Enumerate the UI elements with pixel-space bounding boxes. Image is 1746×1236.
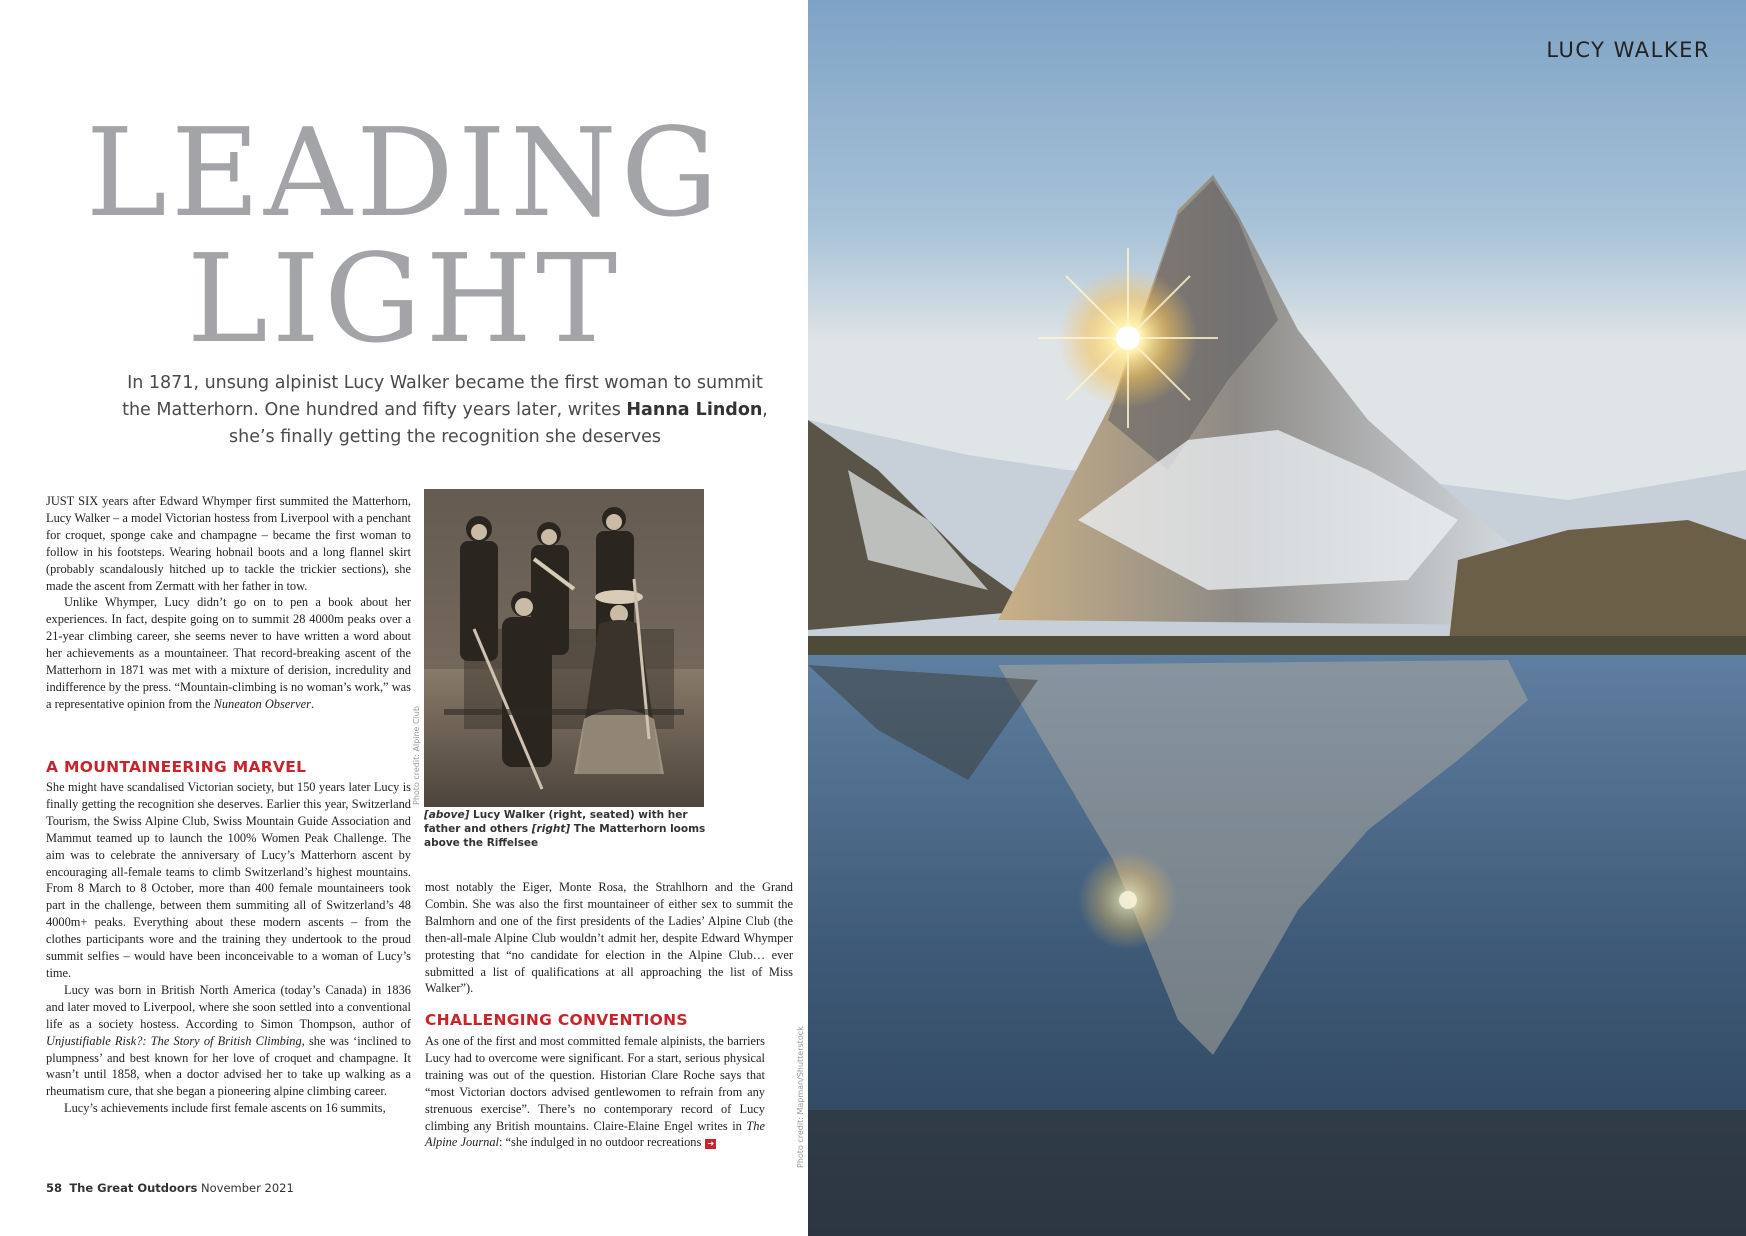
body-paragraph-2-text: Unlike Whymper, Lucy didn’t go on to pen a book about her experiences. In fact, despite going on to summit 28 4000m peaks over a 21-year climbing career, she seems never to have written a word about her achievements as a mountaineer. That record-breaking ascent of the Matterhorn in 1871 was met with a mixture of derision, incredulity and indifference by the press. “Mountain-climbing is no woman’s work,” was a representative opinion from the (46, 595, 411, 711)
body-paragraph-7-text-a: As one of the first and most committed female alpinists, the barriers Lucy had to overcome were significant. For a start, serious physical training was out of the question. Historian Clare Roche says that “most Victorian doctors advised gentlewomen to refrain from any strenuous exercise”. There’s no contemporary record of Lucy climbing any British mountains. Claire-Elaine Engel writes in (425, 1034, 765, 1133)
page-number: 58 (46, 1181, 63, 1195)
caption-tag-above: [above] (424, 809, 470, 821)
historic-photo-lucy-walker (424, 489, 704, 807)
continue-arrow-icon: ➜ (705, 1139, 716, 1149)
caption-text-2: The Matterhorn looms above the Riffelsee (424, 823, 706, 849)
body-paragraph-5: Lucy’s achievements include first female ascents on 16 summits, (64, 1101, 386, 1116)
body-paragraph-3: She might have scandalised Victorian society, but 150 years later Lucy is finally getting the recognition she deserves. Earlier this year, Switzerland Tourism, the Swiss Alpine Club, Swiss Mountain Guide Association and Mammut teamed up to launch the 100% Women Peak Challenge. The aim was to celebrate the anniversary of Lucy’s Matterhorn ascent by encouraging all-female teams to climb Switzerland’s highest mountains. From 8 March to 8 October, more than 400 female mountaineers took part in the challenge, between them summiting all of Switzerland’s 48 4000m+ peaks. Everything about these modern ascents – from the clothes participants wore and the training they undertook to the proud summit selfies – would have been inconceivable to a woman of Lucy’s time. (46, 780, 411, 980)
headline-line-2: LIGHT (186, 228, 622, 370)
body-paragraph-4-text-b: , she was ‘inclined to plumpness’ and best known for her love of croquet and champagne. It wasn’t until 1858, when a doctor advised her to take up walking as a rheumatism cure, that she began a pioneering alpine climbing career. (46, 1033, 411, 1099)
body-column-2-bottom (425, 1033, 765, 1151)
headline-line-1: LEADING (85, 102, 723, 244)
matterhorn-riffelsee-image (808, 0, 1746, 1236)
body-column-2-top (425, 879, 793, 997)
caption-text-1: Lucy Walker (right, seated) with her father and others (424, 809, 688, 835)
author-name: Hanna Lindon (626, 400, 763, 420)
subheading-mountaineering-marvel: A MOUNTAINEERING MARVEL (46, 758, 307, 776)
photo-caption (424, 808, 724, 850)
body-paragraph-2-end: . (310, 696, 315, 711)
book-title: Unjustifiable Risk?: The Story of British Climbing (46, 1033, 302, 1048)
historic-photo-drawing (424, 489, 704, 807)
matterhorn-photo (808, 0, 1746, 1236)
left-page (0, 0, 808, 1236)
standfirst-text-1: In 1871, unsung alpinist Lucy Walker became the first woman to summit the Matterhorn. One hundred and fifty years later, writes (122, 373, 763, 420)
body-paragraph-7-text-b: : “she indulged in no outdoor recreations (499, 1135, 702, 1150)
body-paragraph-2 (46, 594, 411, 712)
body-paragraph-4 (46, 982, 411, 1100)
page-footer (46, 1181, 294, 1195)
body-column-1-bottom (46, 779, 411, 1117)
magazine-name: The Great Outdoors (69, 1181, 198, 1195)
body-paragraph-4-text-a: Lucy was born in British North America (today’s Canada) in 1836 and later moved to Liverpool, where she soon settled into a conventional life as a society hostess. According to Simon Thompson, author of (46, 982, 411, 1031)
subheading-challenging-conventions: CHALLENGING CONVENTIONS (425, 1011, 688, 1029)
issue-date: November 2021 (201, 1181, 294, 1195)
photo-credit-shutterstock: Photo credit: Mapman/Shutterstock (796, 1026, 805, 1168)
photo-credit-alpine-club: Photo credit: Alpine Club (412, 706, 421, 805)
newspaper-name: Nuneaton Observer (213, 696, 311, 711)
body-paragraph-6: most notably the Eiger, Monte Rosa, the Strahlhorn and the Grand Combin. She was also the first mountaineer of either sex to summit the Balmhorn and one of the first presidents of the Ladies’ Alpine Club (the then-all-male Alpine Club wouldn’t admit her, despite Edward Whymper protesting that “no candidate for election in the Alpine Club… ever submitted a list of qualifications at all approaching the list of Miss Walker”). (425, 880, 793, 996)
caption-tag-right: [right] (531, 823, 571, 835)
standfirst (120, 370, 770, 451)
section-label: LUCY WALKER (1546, 38, 1710, 62)
body-column-1-top (46, 493, 411, 713)
standfirst-text-2: , she’s finally getting the recognition she deserves (229, 400, 768, 447)
body-paragraph-7 (425, 1033, 765, 1151)
body-paragraph-1: JUST SIX years after Edward Whymper first summited the Matterhorn, Lucy Walker – a model Victorian hostess from Liverpool with a penchant for croquet, sponge cake and champagne – became the first woman to follow in his footsteps. Wearing hobnail boots and a long flannel skirt (probably scandalously hitched up to tackle the trickier sections), she made the ascent from Zermatt with her father in tow. (46, 494, 411, 593)
journal-title: The Alpine Journal (425, 1118, 765, 1150)
